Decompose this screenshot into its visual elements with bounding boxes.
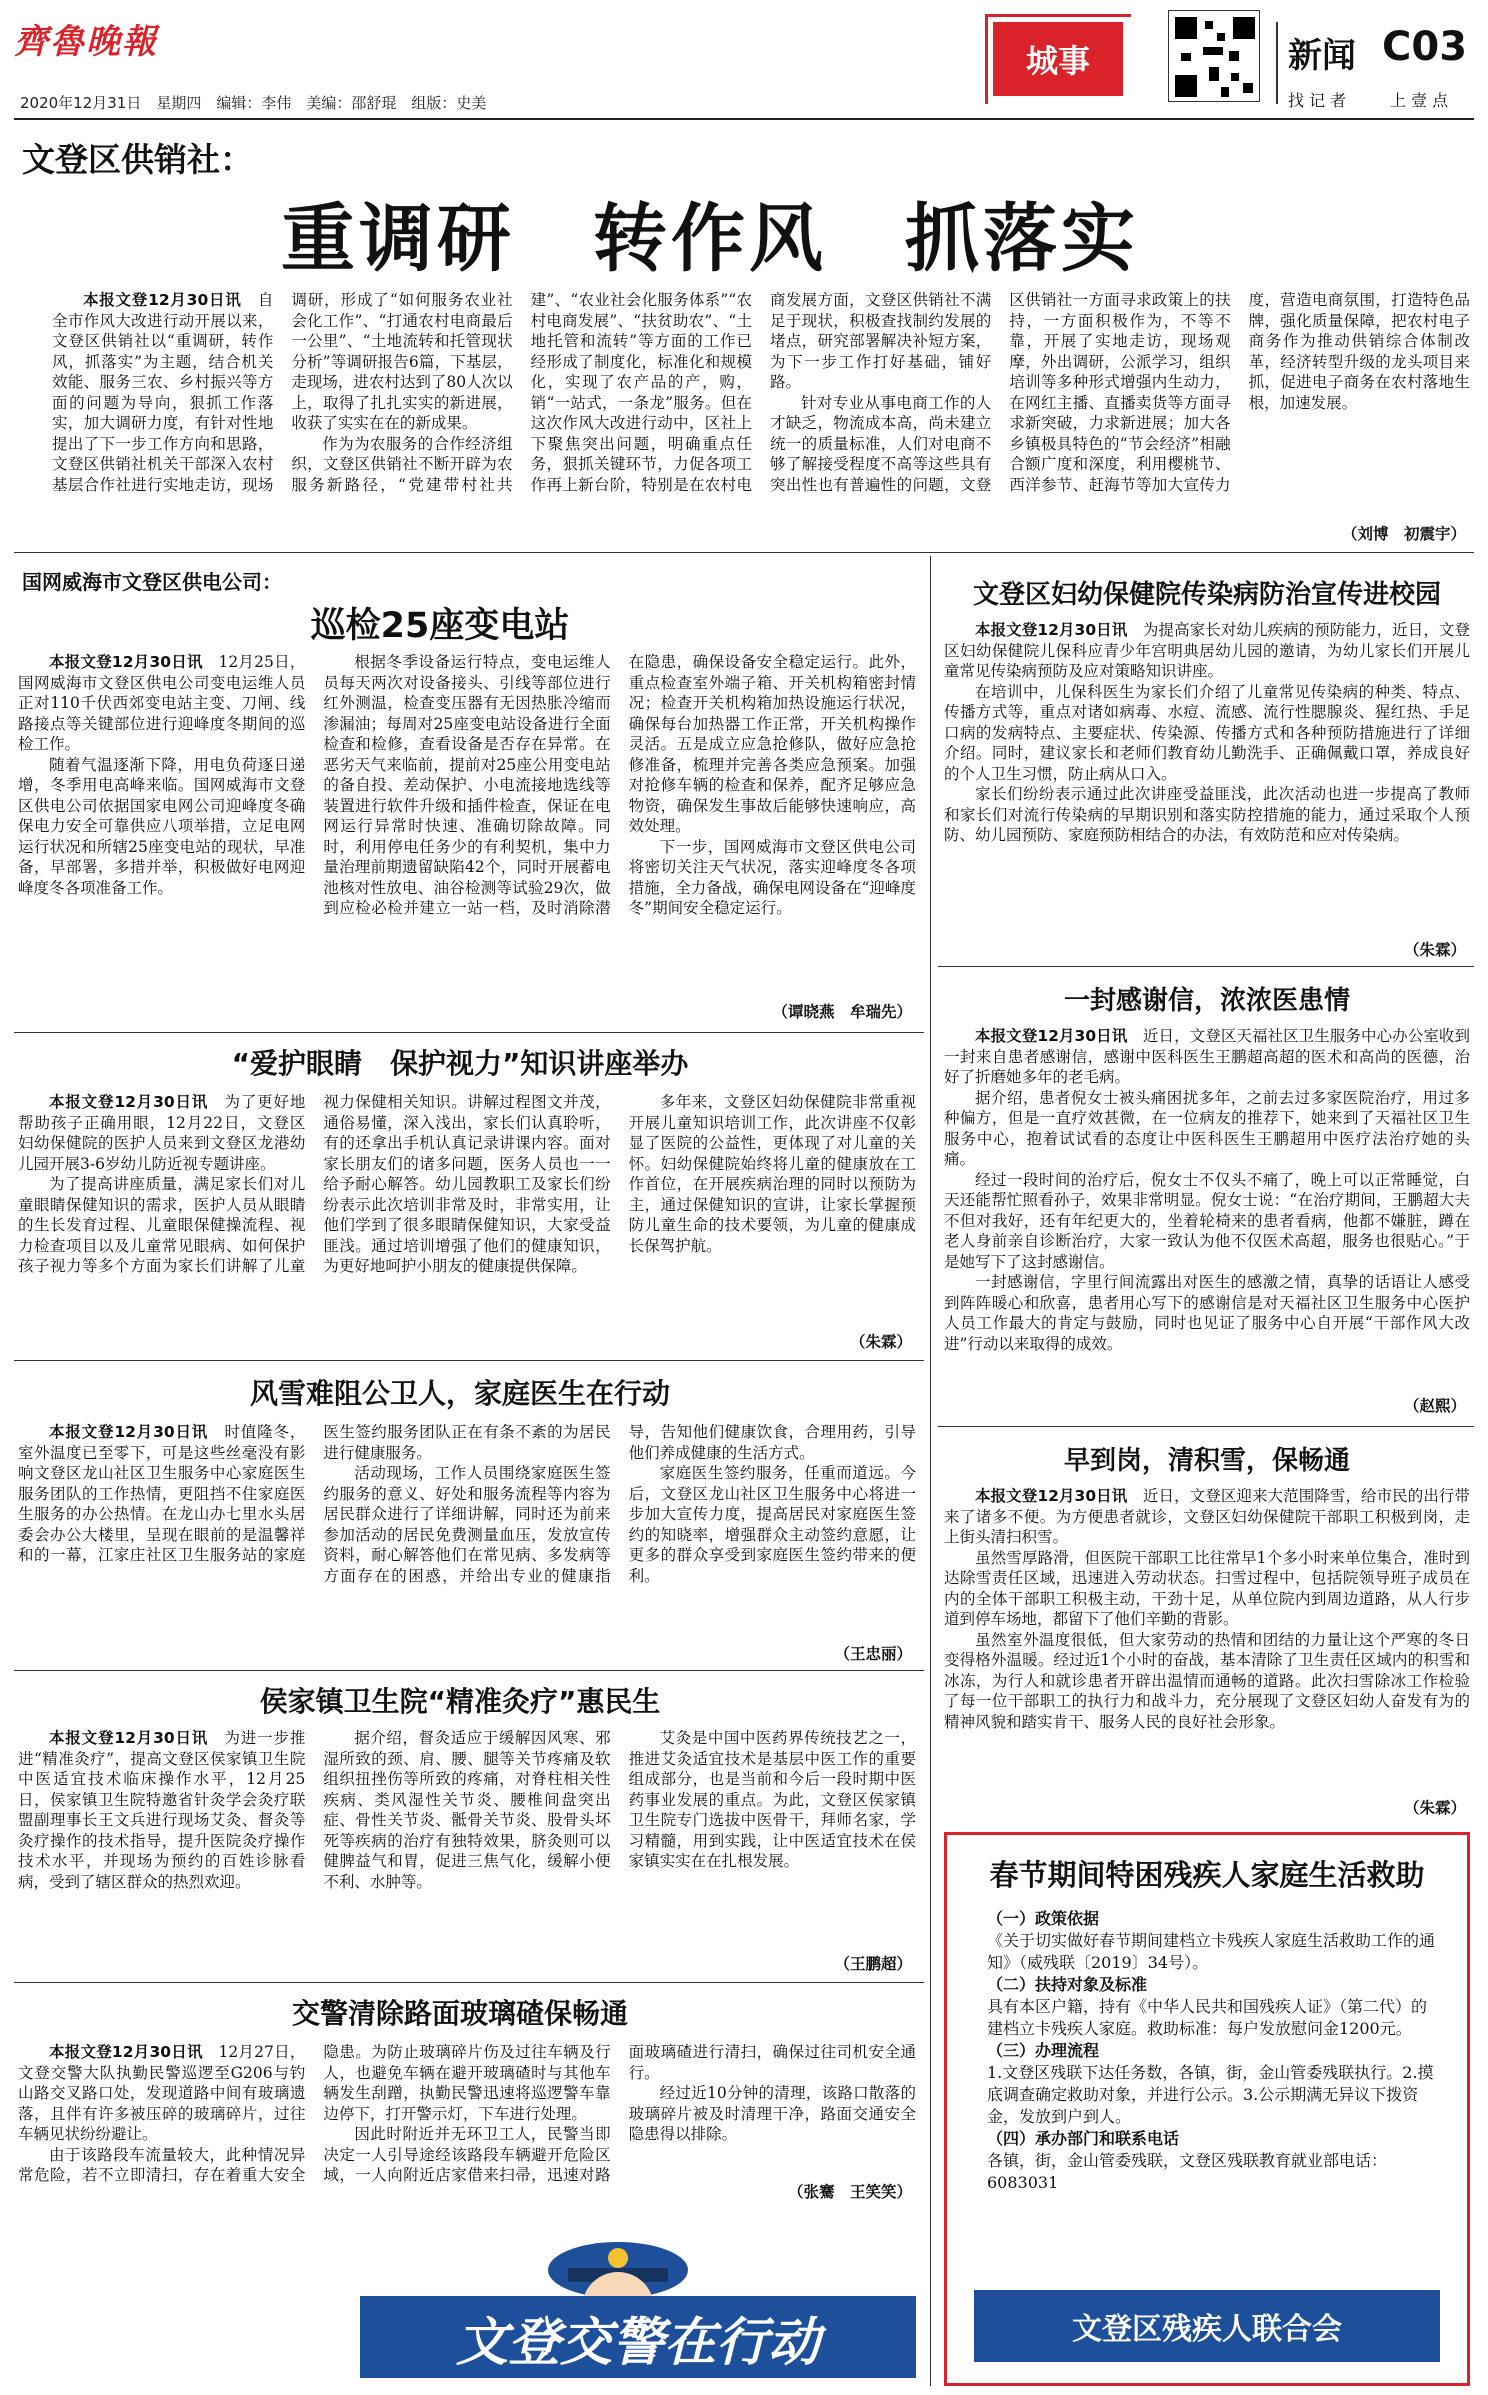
divider <box>14 1670 924 1671</box>
page-number: C03 <box>1382 24 1468 70</box>
a5-text <box>18 1728 916 1892</box>
a2-body <box>18 652 916 1022</box>
paragraph: 经过一段时间的治疗后，倪女士不仅头不痛了，晚上可以正常睡觉，白天还能帮忙照看孙子，效果非常明显。倪女士说：“在治疗期间，王鹏超大夫不但对我好，还有年纪更大的，坐着轮椅来的患者看病，他都不嫌脏，蹲在老人身前亲自诊断治疗，大家一致认为他不仅医术高超，服务也很贴心。”于是她写下了这封感谢信。 <box>944 1170 1470 1271</box>
dateline: 2020年12月31日 星期四 编辑：李伟 美编：邵舒琨 组版：史美 <box>20 94 487 112</box>
paragraph: 作为为农服务的合作经济组织，文登区供销社不断开辟为农服务新路径，“党建带村社共建”、“农业社会化服务体系”“农村电商发展”、“扶贫助农”、“土地托管和流转”等方面的工作已经形成了制度化，标准化和规模化，实现了农产品的产，购，销“一站式，一条龙”服务。但在这次作风大改进行动中，区社上下聚焦突出问题，明确重点任务，狠抓关键环节，力促各项工作再上新台阶，特别是在农村电商发展方面，文登区供销社不满足于现状，积极查找制约发展的堵点，研究部署解决补短方案，为下一步工作打好基础，铺好路。 <box>291 291 992 494</box>
paragraph: 因此时附近并无环卫工人，民警当即决定一人引导途经该路段车辆避开危险区域，一人向附近店家借来扫帚，迅速对路面玻璃碴进行清扫，确保过往司机安全通行。 <box>323 2043 916 2184</box>
divider <box>14 552 1474 553</box>
notice-sub: （二）扶持对象及标准 <box>987 1975 1148 1994</box>
qr-code-icon[interactable] <box>1168 10 1260 102</box>
a7-headline: 文登区妇幼保健院传染病防治宣传进校园 <box>972 580 1441 610</box>
paragraph: 在培训中，儿保科医生为家长们介绍了儿童常见传染病的种类、特点、传播方式等，重点对诸如病毒、水痘、流感、流行性腮腺炎、猩红热、手足口病的发病特点、主要症状、传染源、传播方式和各种预防措施进行了详细介绍。同时，建议家长和老师们教育幼儿勤洗手、正确佩戴口罩，养成良好的个人卫生习惯，防止病从口入。 <box>944 682 1470 783</box>
a6-text <box>18 2042 916 2186</box>
paragraph: 针对专业从事电商工作的人才缺乏，物流成本高，尚未建立统一的质量标准，人们对电商不够了解接受程度不高等这些具有突出性也有普遍性的问题，文登区供销社一方面寻求政策上的扶持，一方面积极作为，不等不靠，开展了实地走访，现场观摩，外出调研，公派学习，组织培训等多种形式增强内生动力，在网红主播、直播卖货等方面寻求新突破，力求新进展；加大各乡镇极具特色的“节会经济”相融合额广度和深度，利用樱桃节、西洋参节、赶海节等加大宣传力度，营造电商氛围，打造特色品牌，强化质量保障，把农村电子商务作为推动供销综合体制改革，经济转型升级的龙头项目来抓，促进电子商务在农村落地生根，加速发展。 <box>769 291 1470 494</box>
a7-signature: （朱霖） <box>1403 941 1466 959</box>
a4-body <box>18 1422 916 1662</box>
a3-headline: “爱护眼睛 保护视力”知识讲座举办 <box>231 1047 689 1080</box>
dateline-lead: 本报文登12月30日讯 <box>975 1027 1128 1045</box>
a1-text <box>52 290 1470 495</box>
reporter-left: 找 记 者 <box>1288 91 1347 110</box>
column-divider <box>930 556 931 2386</box>
a7-body <box>944 620 1470 960</box>
paragraph: 本报文登12月30日讯 为进一步推进“精准灸疗”，提高文登区侯家镇卫生院中医适宜技术临床操作水平，12月25日，侯家镇卫生院特邀省针灸学会灸疗联盟副理事长王文兵进行现场艾灸、督灸等灸疗操作的技术指导，提升医院灸疗操作技术水平，并现场为预约的百姓诊脉看病，受到了辖区群众的热烈欢迎。 <box>18 1729 306 1891</box>
masthead-separator <box>1276 22 1278 104</box>
a4-signature: （王忠丽） <box>834 1645 912 1663</box>
notice-sub: （三）办理流程 <box>987 2041 1100 2060</box>
dateline-lead: 本报文登12月30日讯 <box>975 621 1128 639</box>
a6-signature: （张騫 王笑笑） <box>787 2183 912 2201</box>
paragraph: 本报文登12月30日讯 近日，文登区天福社区卫生服务中心办公室收到一封来自患者感谢信，感谢中医科医生王鹏超高超的医术和高尚的医德，治好了折磨她多年的老毛病。 <box>944 1027 1470 1086</box>
a8-signature: （赵熙） <box>1403 1397 1466 1415</box>
a5-headline: 侯家镇卫生院“精准灸疗”惠民生 <box>259 1685 661 1718</box>
paragraph: 据介绍，督灸适应于缓解因风寒、邪湿所致的颈、肩、腰、腿等关节疼痛及软组织扭挫伤等所致的疼痛，对脊柱相关性疾病、类风湿性关节炎、腰椎间盘突出症、骨性关节炎、骶骨关节炎、股骨头坏死等疾病的治疗有独特效果，脐灸则可以健脾益气和胃，促进三焦气化，缓解小便不利、水肿等。 <box>323 1729 611 1891</box>
a1-headline: 重调研 转作风 抓落实 <box>281 196 1139 282</box>
dateline-lead: 本报文登12月30日讯 <box>49 1729 209 1747</box>
a1-signature: （刘博 初震宇） <box>1341 525 1466 543</box>
a9-headline: 早到岗，清积雪，保畅通 <box>1063 1446 1350 1476</box>
paragraph: 本报文登12月30日讯 自全市作风大改进行动开展以来，文登区供销社以“重调研，转作风，抓落实”为主题，结合机关效能、服务三农、乡村振兴等方面的问题为导向，狠抓工作落实，加大调研力度，有针对性地提出了下一步工作方向和思路，文登区供销社机关干部深入农村基层合作社进行实地走访，现场调研，形成了“如何服务农业社会化工作”、“打通农村电商最后一公里”、“土地流转和托管现状分析”等调研报告6篇，下基层，走现场，进农村达到了80人次以上，取得了扎扎实实的新进展，收获了实实在在的新成果。 <box>52 291 513 494</box>
paragraph: 随着气温逐渐下降，用电负荷逐日递增，冬季用电高峰来临。国网威海市文登区供电公司依据国家电网公司迎峰度冬确保电力安全可靠供应八项举措，立足电网运行状况和所辖25座变电站的现状，早准备，早部署，多措并举，积极做好电网迎峰度冬各项准备工作。 <box>18 755 306 897</box>
a2-signature: （谭晓燕 牟瑞先） <box>772 1003 912 1021</box>
paragraph: 多年来，文登区妇幼保健院非常重视开展儿童知识培训工作，此次讲座不仅彰显了医院的公益性，更体现了对儿童的关怀。妇幼保健院始终将儿童的健康放在工作首位，在开展疾病治理的同时以预防为主，通过保健知识的宣讲，让家长掌握预防儿童生命的技术要领，为儿童的健康成长保驾护航。 <box>628 1093 916 1255</box>
dateline-lead: 本报文登12月30日讯 <box>83 291 242 309</box>
dateline-lead: 本报文登12月30日讯 <box>49 1423 209 1441</box>
paragraph: 由于该路段车流量较大，此种情况异常危险，若不立即清扫，存在着重大安全隐患。为防止玻璃碎片伤及过往车辆及行人，也避免车辆在避开玻璃碴时与其他车辆发生刮蹭，执勤民警迅速将巡逻警车靠边停下，打开警示灯，下车进行处理。 <box>18 2043 611 2184</box>
a3-signature: （朱霖） <box>849 1333 912 1351</box>
paragraph: 本报文登12月30日讯 为提高家长对幼儿疾病的预防能力，近日，文登区妇幼保健院儿保科应青少年宫明典居幼儿园的邀请，为幼儿家长们开展儿童常见传染病预防及应对策略知识讲座。 <box>944 621 1470 680</box>
a5-signature: （王鹏超） <box>834 1955 912 1973</box>
paragraph: 据介绍，患者倪女士被头痛困扰多年，之前去过多家医院治疗，用过多种偏方，但是一直疗效甚微，在一位病友的推荐下，她来到了天福社区卫生服务中心，抱着试试看的态度让中医科医生王鹏超用中医疗法治疗她的头痛。 <box>944 1088 1470 1168</box>
paper-section: 新闻 <box>1288 36 1356 76</box>
paragraph: 活动现场，工作人员围绕家庭医生签约服务的意义、好处和服务流程等内容为居民群众进行了详细讲解，同时还为前来参加活动的居民免费测量血压，发放宣传资料，耐心解答他们在常见病、多发病等方面存在的困惑，并给出专业的健康指导，告知他们健康饮食，合理用药，引导他们养成健康的生活方式。 <box>323 1423 916 1585</box>
a9-signature: （朱霖） <box>1403 1799 1466 1817</box>
notice-item <box>987 1974 1439 2040</box>
notice-title: 春节期间特困残疾人家庭生活救助 <box>989 1858 1425 1892</box>
notice-item <box>987 2040 1439 2128</box>
notice-body <box>947 1894 1467 2194</box>
dateline-lead: 本报文登12月30日讯 <box>975 1487 1128 1505</box>
divider <box>938 966 1474 967</box>
a4-text <box>18 1422 916 1586</box>
paragraph: 本报文登12月30日讯 12月25日，国网威海市文登区供电公司变电运维人员正对110千伏西郊变电站主变、刀闸、线路接点等关键部位进行迎峰度冬期间的巡检工作。 <box>18 653 306 753</box>
dateline-lead: 本报文登12月30日讯 <box>49 1093 209 1111</box>
paragraph: 一封感谢信，字里行间流露出对医生的感激之情，真挚的话语让人感受到阵阵暖心和欣喜，患者用心写下的感谢信是对天福社区卫生服务中心医护人员工作最大的肯定与鼓励，同时也见证了服务中心自开展“干部作风大改进”行动以来取得的成效。 <box>944 1273 1470 1353</box>
a9-text <box>944 1486 1470 1732</box>
a8-body <box>944 1026 1470 1414</box>
a9-body <box>944 1486 1470 1816</box>
paragraph: 本报文登12月30日讯 时值隆冬，室外温度已至零下，可是这些丝毫没有影响文登区龙山社区卫生服务中心家庭医生服务团队的工作热情，更阻挡不住家庭医生服务的办公热情。在龙山办七里水头居委会办公大楼里，呈现在眼前的是温馨祥和的一幕，江家庄社区卫生服务站的家庭医生签约服务团队正在有条不紊的为居民进行健康服务。 <box>18 1423 611 1564</box>
dateline-lead: 本报文登12月30日讯 <box>49 653 203 671</box>
paragraph: 虽然室外温度很低，但大家劳动的热情和团结的力量让这个严寒的冬日变得格外温暖。经过近1个小时的奋战，基本清除了卫生责任区域内的积雪和冰冻，为行人和就诊患者开辟出温情而通畅的道路。此次扫雪除冰工作检验了每一位干部职工的执行力和战斗力，充分展现了文登区妇幼人奋发有为的精神风貌和踏实肯干、服务人民的良好社会形象。 <box>944 1630 1470 1731</box>
paragraph: 为了提高讲座质量，满足家长们对儿童眼睛保健知识的需求，医护人员从眼睛的生长发育过程、儿童眼保健操流程、视力检查项目以及儿童常见眼病、如何保护孩子视力等多个方面为家长们讲解了儿童视力保健相关知识。讲解过程图文并茂，通俗易懂，深入浅出，家长们认真聆听，有的还拿出手机认真记录讲课内容。面对家长朋友们的诸多问题，医务人员也一一给予耐心解答。幼儿园教职工及家长们纷纷表示此次培训非常及时，非常实用，让他们学到了很多眼睛保健知识，大家受益匪浅。通过培训增强了他们的健康知识，为更好地呵护小朋友的健康提供保障。 <box>18 1093 611 1275</box>
a8-headline: 一封感谢信，浓浓医患情 <box>1063 986 1350 1016</box>
a2-headline: 巡检25座变电站 <box>310 606 570 646</box>
divider <box>938 1426 1474 1427</box>
paragraph: 下一步，国网威海市文登区供电公司将密切关注天气状况，落实迎峰度冬各项措施，全力备战，确保电网设备在“迎峰度冬”期间安全稳定运行。 <box>628 837 916 917</box>
a8-text <box>944 1026 1470 1354</box>
paragraph: 经过近10分钟的清理，该路口散落的玻璃碎片被及时清理干净，路面交通安全隐患得以排除。 <box>628 2084 916 2143</box>
police-banner: 文登交警在行动 <box>360 2296 916 2378</box>
a6-headline: 交警清除路面玻璃碴保畅通 <box>291 1997 628 2030</box>
paragraph: 本报文登12月30日讯 近日，文登区迎来大范围降雪，给市民的出行带来了诸多不便。为方便患者就诊，文登区妇幼保健院干部职工积极到岗，走上街头清扫积雪。 <box>944 1487 1470 1546</box>
divider <box>14 1982 924 1983</box>
a3-text <box>18 1092 916 1277</box>
notice-item <box>987 2128 1439 2194</box>
a1-body <box>52 290 1470 540</box>
newspaper-logo: 齊魯晚報 <box>14 22 158 62</box>
paragraph: 本报文登12月30日讯 为了更好地帮助孩子正确用眼，12月22日，文登区妇幼保健院的医护人员来到文登区龙港幼儿园开展3-6岁幼儿防近视专题讲座。 <box>18 1093 306 1173</box>
paragraph: 虽然雪厚路滑，但医院干部职工比往常早1个多小时来单位集合，准时到达除雪责任区域，迅速进入劳动状态。扫雪过程中，包括院领导班子成员在内的全体干部职工积极主动，干劲十足，从单位院内到周边道路，从人行步道到停车场地，都留下了他们辛勤的背影。 <box>944 1548 1470 1628</box>
paragraph: 艾灸是中国中医药界传统技艺之一，推进艾灸适宜技术是基层中医工作的重要组成部分，也是当前和今后一段时期中医药事业发展的重点。为此，文登区侯家镇卫生院专门选拔中医骨干，拜师名家，学习精髓，用到实践，让中医适宜技术在侯家镇实实在在扎根发展。 <box>628 1729 916 1870</box>
a6-body <box>18 2042 916 2192</box>
a1-kicker: 文登区供销社： <box>22 140 253 179</box>
notice-text: 《关于切实做好春节期间建档立卡残疾人家庭生活救助工作的通知》（威残联〔2019〕34号）。 <box>987 1931 1436 1972</box>
notice-sub: （四）承办部门和联系电话 <box>987 2129 1180 2148</box>
divider <box>14 1032 924 1033</box>
a5-body <box>18 1728 916 1970</box>
section-badge: 城事 <box>993 22 1123 96</box>
a4-headline: 风雪难阻公卫人，家庭医生在行动 <box>249 1377 670 1410</box>
dateline-lead: 本报文登12月30日讯 <box>49 2043 203 2061</box>
a7-text <box>944 620 1470 846</box>
notice-item <box>987 1908 1439 1974</box>
paragraph: 家长们纷纷表示通过此次讲座受益匪浅，此次活动也进一步提高了教师和家长们对流行传染病的早期识别和落实防控措施的能力，通过采取个人预防、幼儿园预防、家庭预防相结合的办法，有效防范和应对传染病。 <box>944 785 1470 844</box>
notice-text: 各镇，街，金山管委残联，文登区残联教育就业部电话：6083031 <box>987 2151 1388 2192</box>
reporter-right: 上 壹 点 <box>1390 91 1449 110</box>
paragraph: 根据冬季设备运行特点，变电运维人员每天两次对设备接头、引线等部位进行红外测温，检查变压器有无因热胀冷缩而渗漏油；每周对25座变电站设备进行全面检查和检修，查看设备是否存在异常。在恶劣天气来临前，提前对25座公用变电站的备自投、差动保护、小电流接地选线等装置进行软件升级和插件检查，保证在电网运行异常时快速、准确切除故障。同时，利用停电任务少的有利契机，集中力量治理前期遗留缺陷42个，同时开展蓄电池核对性放电、油谷检测等试验29次，做到应检必检并建立一站一档，及时消除潜在隐患，确保设备安全稳定运行。此外，重点检查室外端子箱、开关机构箱密封情况；检查开关机构箱加热设施运行状况，确保每台加热器工作正常，开关机构操作灵活。五是成立应急抢修队，做好应急抢修准备，梳理并完善各类应急预案。加强对抢修车辆的检查和保养，配齐足够应急物资，确保发生事故后能够快速响应，高效处理。 <box>323 653 916 917</box>
a3-body <box>18 1092 916 1348</box>
a2-kicker: 国网威海市文登区供电公司： <box>22 570 282 594</box>
divider <box>14 1360 924 1361</box>
a2-text <box>18 652 916 919</box>
notice-banner: 文登区残疾人联合会 <box>974 2290 1440 2362</box>
paragraph: 家庭医生签约服务，任重而道远。今后，文登区龙山社区卫生服务中心将进一步加大宣传力度，提高居民对家庭医生签约的知晓率，增强群众主动签约意愿，让更多的群众享受到家庭医生签约带来的便利。 <box>628 1464 916 1585</box>
notice-text: 1.文登区残联下达任务数，各镇，街，金山管委残联执行。2.摸底调查确定救助对象，并进行公示。3.公示期满无异议下拨资金，发放到户到人。 <box>987 2063 1434 2126</box>
top-rule <box>14 118 1474 120</box>
notice-text: 具有本区户籍，持有《中华人民共和国残疾人证》（第二代）的建档立卡残疾人家庭。救助标准：每户发放慰问金1200元。 <box>987 1997 1428 2038</box>
notice-sub: （一）政策依据 <box>987 1909 1100 1928</box>
paragraph: 本报文登12月30日讯 12月27日，文登交警大队执勤民警巡逻至G206与钓山路交叉路口处，发现道路中间有玻璃遗落，且伴有许多被压碎的玻璃碎片，过往车辆见状纷纷避让。 <box>18 2043 306 2143</box>
